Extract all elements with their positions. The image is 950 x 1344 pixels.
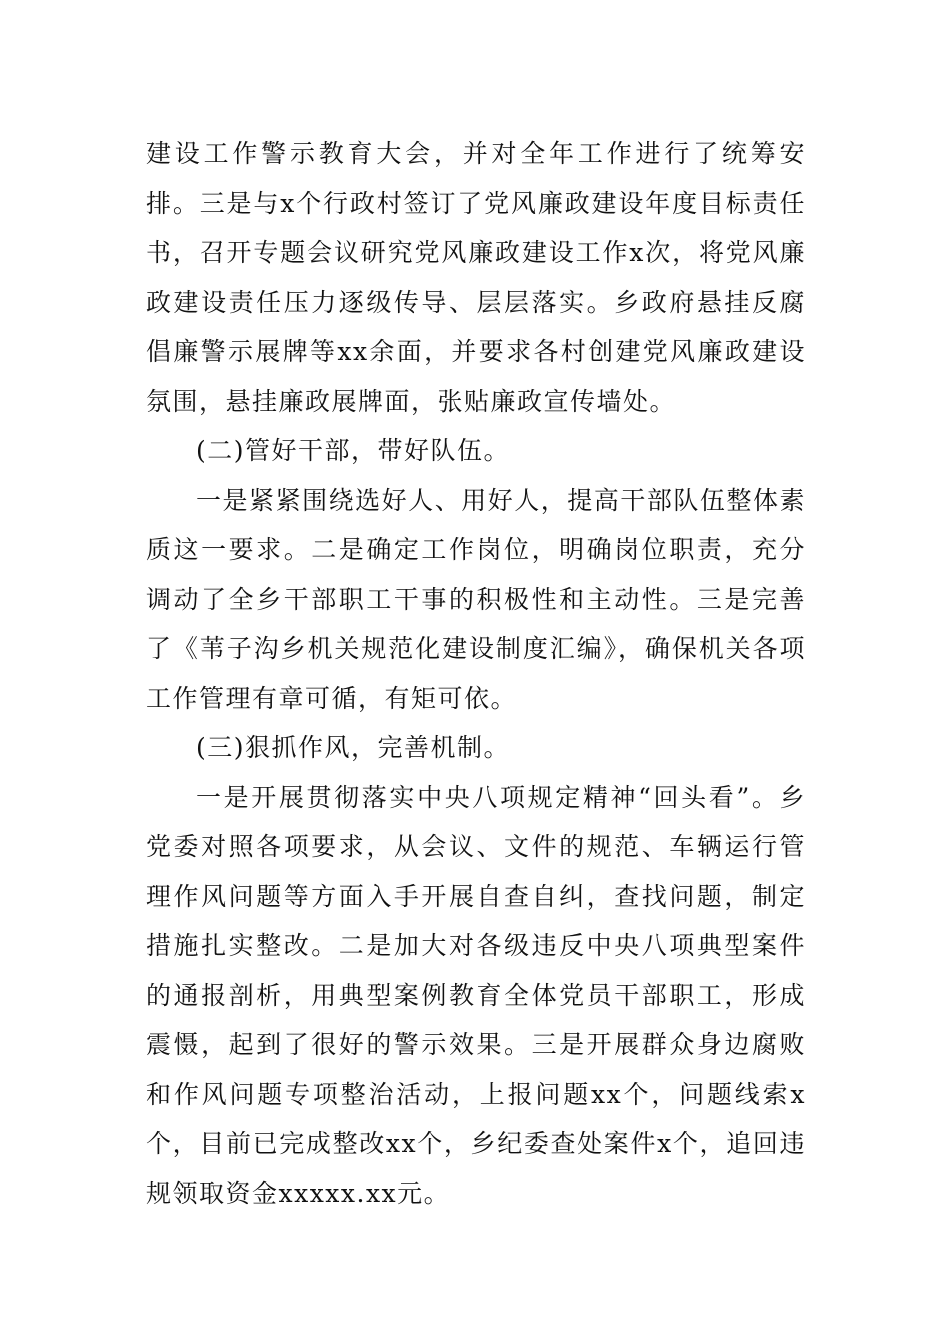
document-body: [146, 129, 806, 1218]
section-heading-2: (二)管好干部，带好队伍。: [196, 436, 511, 465]
paragraph-cadres: 一是紧紧围绕选好人、用好人，提高干部队伍整体素质这一要求。二是确定工作岗位，明确岗位职责，充分调动了全乡干部职工干事的积极性和主动性。三是完善了《苇子沟乡机关规范化建设制度汇编》，确保机关各项工作管理有章可循，有矩可依。: [146, 485, 806, 713]
paragraph-continuation: 建设工作警示教育大会，并对全年工作进行了统筹安排。三是与x个行政村签订了党风廉政建设年度目标责任书，召开专题会议研究党风廉政建设工作x次，将党风廉政建设责任压力逐级传导、层层落实。乡政府悬挂反腐倡廉警示展牌等xx余面，并要求各村创建党风廉政建设氛围，悬挂廉政展牌面，张贴廉政宣传墙处。: [146, 139, 806, 416]
paragraph-work-style: 一是开展贯彻落实中央八项规定精神“回头看”。乡党委对照各项要求，从会议、文件的规范、车辆运行管理作风问题等方面入手开展自查自纠，查找问题，制定措施扎实整改。二是加大对各级违反中央八项典型案件的通报剖析，用典型案例教育全体党员干部职工，形成震慑，起到了很好的警示效果。三是开展群众身边腐败和作风问题专项整治活动，上报问题xx个，问题线索x个，目前已完成整改xx个，乡纪委查处案件x个，追回违规领取资金xxxxx.xx元。: [146, 782, 806, 1208]
section-heading-3: (三)狠抓作风，完善机制。: [196, 733, 511, 762]
